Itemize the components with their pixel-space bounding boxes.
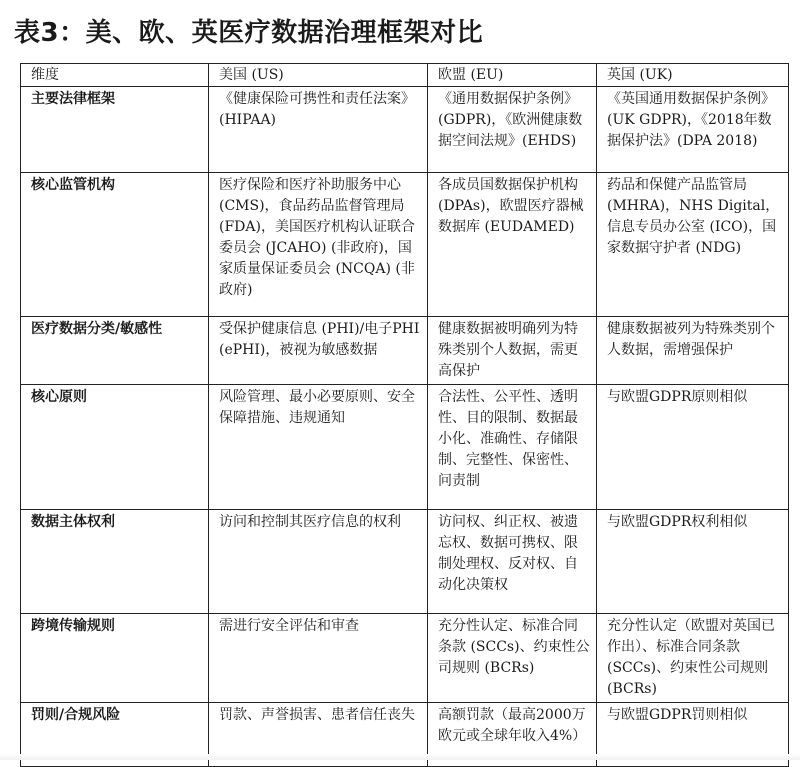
row-dimension: 跨境传输规则: [21, 614, 209, 703]
row-dimension: 数据主体权利: [21, 510, 209, 614]
header-eu: 欧盟 (EU): [428, 64, 597, 87]
row-eu-cell: 高额罚款（最高2000万欧元或全球年收入4%）: [428, 703, 597, 767]
header-uk: 英国 (UK): [597, 64, 789, 87]
row-dimension: 医疗数据分类/敏感性: [21, 317, 209, 385]
row-dimension: 核心原则: [21, 385, 209, 510]
row-dimension: 罚则/合规风险: [21, 703, 209, 767]
row-uk-cell: 健康数据被列为特殊类别个人数据，需增强保护: [597, 317, 789, 385]
row-us-cell: 罚款、声誉损害、患者信任丧失: [209, 703, 428, 767]
page-title: 表3：美、欧、英医疗数据治理框架对比: [14, 18, 484, 48]
header-dimension: 维度: [21, 64, 209, 87]
row-uk-cell: 药品和保健产品监管局 (MHRA)，NHS Digital，信息专员办公室 (ICO)，国家数据守护者 (NDG): [597, 173, 789, 317]
row-us-cell: 访问和控制其医疗信息的权利: [209, 510, 428, 614]
comparison-table: [20, 63, 789, 767]
row-eu-cell: 《通用数据保护条例》(GDPR)，《欧洲健康数据空间法规》(EHDS): [428, 87, 597, 173]
table-header-row: [21, 64, 789, 87]
row-us-cell: 需进行安全评估和审查: [209, 614, 428, 703]
row-eu-cell: 各成员国数据保护机构 (DPAs)，欧盟医疗器械数据库 (EUDAMED): [428, 173, 597, 317]
row-us-cell: 受保护健康信息 (PHI)/电子PHI (ePHI)，被视为敏感数据: [209, 317, 428, 385]
row-uk-cell: 与欧盟GDPR罚则相似: [597, 703, 789, 767]
table-row: [21, 385, 789, 510]
row-eu-cell: 健康数据被明确列为特殊类别个人数据，需更高保护: [428, 317, 597, 385]
table-row: [21, 510, 789, 614]
row-uk-cell: 与欧盟GDPR原则相似: [597, 385, 789, 510]
table-row: [21, 173, 789, 317]
page-bottom-edge: [0, 754, 800, 760]
row-uk-cell: 充分性认定（欧盟对英国已作出）、标准合同条款 (SCCs)、约束性公司规则 (BCRs): [597, 614, 789, 703]
row-dimension: 主要法律框架: [21, 87, 209, 173]
table-row: [21, 317, 789, 385]
row-uk-cell: 《英国通用数据保护条例》(UK GDPR)，《2018年数据保护法》(DPA 2018): [597, 87, 789, 173]
row-us-cell: 风险管理、最小必要原则、安全保障措施、违规通知: [209, 385, 428, 510]
table-row: [21, 614, 789, 703]
row-us-cell: 医疗保险和医疗补助服务中心 (CMS)，食品药品监督管理局 (FDA)，美国医疗机构认证联合委员会 (JCAHO) (非政府)，国家质量保证委员会 (NCQA) (非政府): [209, 173, 428, 317]
row-us-cell: 《健康保险可携性和责任法案》(HIPAA): [209, 87, 428, 173]
row-eu-cell: 充分性认定、标准合同条款 (SCCs)、约束性公司规则 (BCRs): [428, 614, 597, 703]
row-uk-cell: 与欧盟GDPR权利相似: [597, 510, 789, 614]
row-dimension: 核心监管机构: [21, 173, 209, 317]
header-us: 美国 (US): [209, 64, 428, 87]
row-eu-cell: 合法性、公平性、透明性、目的限制、数据最小化、准确性、存储限制、完整性、保密性、问责制: [428, 385, 597, 510]
table-row: [21, 87, 789, 173]
row-eu-cell: 访问权、纠正权、被遗忘权、数据可携权、限制处理权、反对权、自动化决策权: [428, 510, 597, 614]
